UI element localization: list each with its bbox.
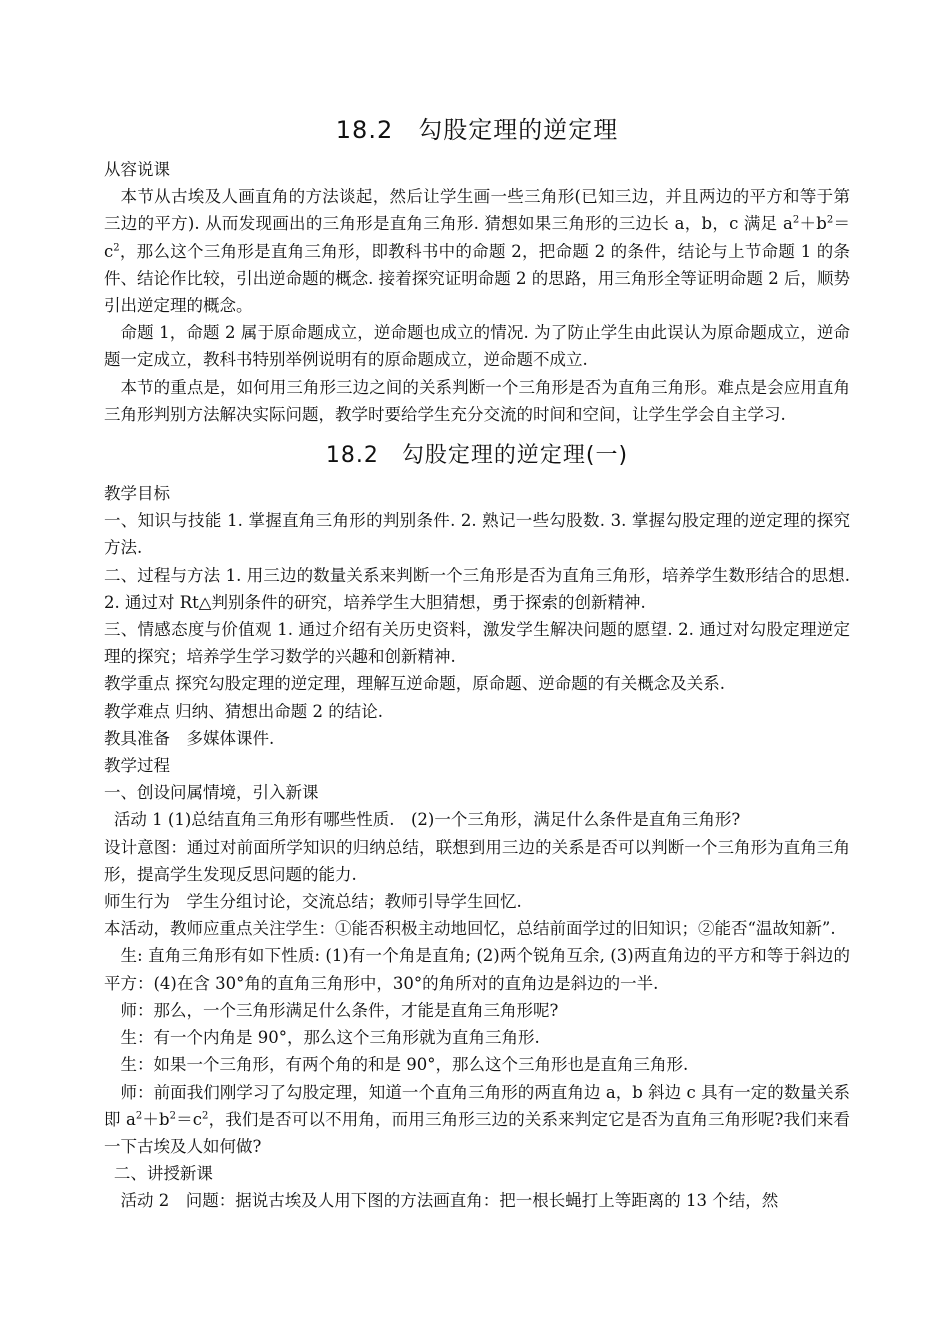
paragraph: 师：那么，一个三角形满足什么条件，才能是直角三角形呢? bbox=[120, 1000, 559, 1020]
section-label: 教学过程 bbox=[104, 756, 170, 776]
paragraph: 生：如果一个三角形，有两个角的和是 90°，那么这个三角形也是直角三角形. bbox=[120, 1055, 689, 1075]
paragraph: 师生行为 学生分组讨论，交流总结；教师引导学生回忆. bbox=[104, 892, 522, 912]
paragraph: 本活动，教师应重点关注学生：①能否积极主动地回忆，总结前面学过的旧知识；②能否“温故知新”. bbox=[104, 919, 836, 939]
paragraph: 师：前面我们刚学习了勾股定理，知道一个直角三角形的两直角边 a，b 斜边 c 具有一定的数量关系即 $a^2+b^2=c^2$，我们是否可以不用角，而用三角形三边的关系来判定它是否为直角三角形呢?我们来看一下古埃及人如何做? bbox=[104, 1082, 850, 1156]
paragraph: 二、过程与方法 1. 用三边的数量关系来判断一个三角形是否为直角三角形，培养学生数形结合的思想. 2. 通过对 Rt△判别条件的研究，培养学生大胆猜想，勇于探索的创新精神. bbox=[104, 565, 850, 612]
paragraph: 教学难点 归纳、猜想出命题 2 的结论. bbox=[104, 701, 383, 721]
paragraph: 一、创设问属情境，引入新课 bbox=[104, 783, 319, 803]
section-label: 教学目标 bbox=[104, 484, 170, 504]
paragraph: 二、讲授新课 bbox=[113, 1164, 213, 1184]
paragraph: 本节的重点是，如何用三角形三边之间的关系判断一个三角形是否为直角三角形。难点是会应用直角三角形判别方法解决实际问题，教学时要给学生充分交流的时间和空间，让学生学会自主学习. bbox=[104, 377, 850, 424]
paragraph: 教具准备 多媒体课件. bbox=[104, 728, 275, 748]
paragraph: 三、情感态度与价值观 1. 通过介绍有关历史资料，激发学生解决问题的愿望. 2. 通过对勾股定理逆定理的探究；培养学生学习数学的兴趣和创新精神. bbox=[104, 620, 850, 667]
paragraph: 活动 2 问题：据说古埃及人用下图的方法画直角：把一根长蝇打上等距离的 13 个结，然 bbox=[120, 1191, 779, 1211]
paragraph: 本节从古埃及人画直角的方法谈起，然后让学生画一些三角形(已知三边，并且两边的平方和等于第三边的平方). 从而发现画出的三角形是直角三角形. 猜想如果三角形的三边长 a，b，c 满足 $a^2+b^2=c^2$，那么这个三角形是直角三角形，即教科书中的命题 2，把命题 2 的条件，结论与上节命题 1 的条件、结论作比较，引出逆命题的概念. 接着探究证明命题 2 的思路，用三角形全等证明命题 2 后，顺势引出逆定理的概念。 bbox=[104, 187, 851, 316]
paragraph: 设计意图：通过对前面所学知识的归纳总结，联想到用三边的关系是否可以判断一个三角形为直角三角形，提高学生发现反思问题的能力. bbox=[104, 837, 850, 884]
section-label: 从容说课 bbox=[104, 160, 170, 179]
document-content bbox=[104, 110, 850, 1215]
paragraph: 命题 1，命题 2 属于原命题成立，逆命题也成立的情况. 为了防止学生由此误认为原命题成立，逆命题一定成立，教科书特别举例说明有的原命题成立，逆命题不成立. bbox=[104, 323, 850, 370]
paragraph: 一、知识与技能 1. 掌握直角三角形的判别条件. 2. 熟记一些勾股数. 3. 掌握勾股定理的逆定理的探究方法. bbox=[104, 511, 850, 558]
paragraph: 教学重点 探究勾股定理的逆定理，理解互逆命题，原命题、逆命题的有关概念及关系. bbox=[104, 674, 725, 694]
paragraph: 生：有一个内角是 90°，那么这个三角形就为直角三角形. bbox=[120, 1028, 540, 1048]
paragraph: 生: 直角三角形有如下性质: (1)有一个角是直角; (2)两个锐角互余, (3)两直角边的平方和等于斜边的平方：(4)在含 30°角的直角三角形中，30°的角所对的直角边是斜边的一半. bbox=[104, 946, 850, 993]
section-title: 18.2 勾股定理的逆定理(一) bbox=[325, 443, 629, 469]
paragraph: 活动 1 (1)总结直角三角形有哪些性质. (2)一个三角形，满足什么条件是直角三角形? bbox=[113, 810, 741, 830]
page-title: 18.2 勾股定理的逆定理 bbox=[335, 116, 619, 144]
